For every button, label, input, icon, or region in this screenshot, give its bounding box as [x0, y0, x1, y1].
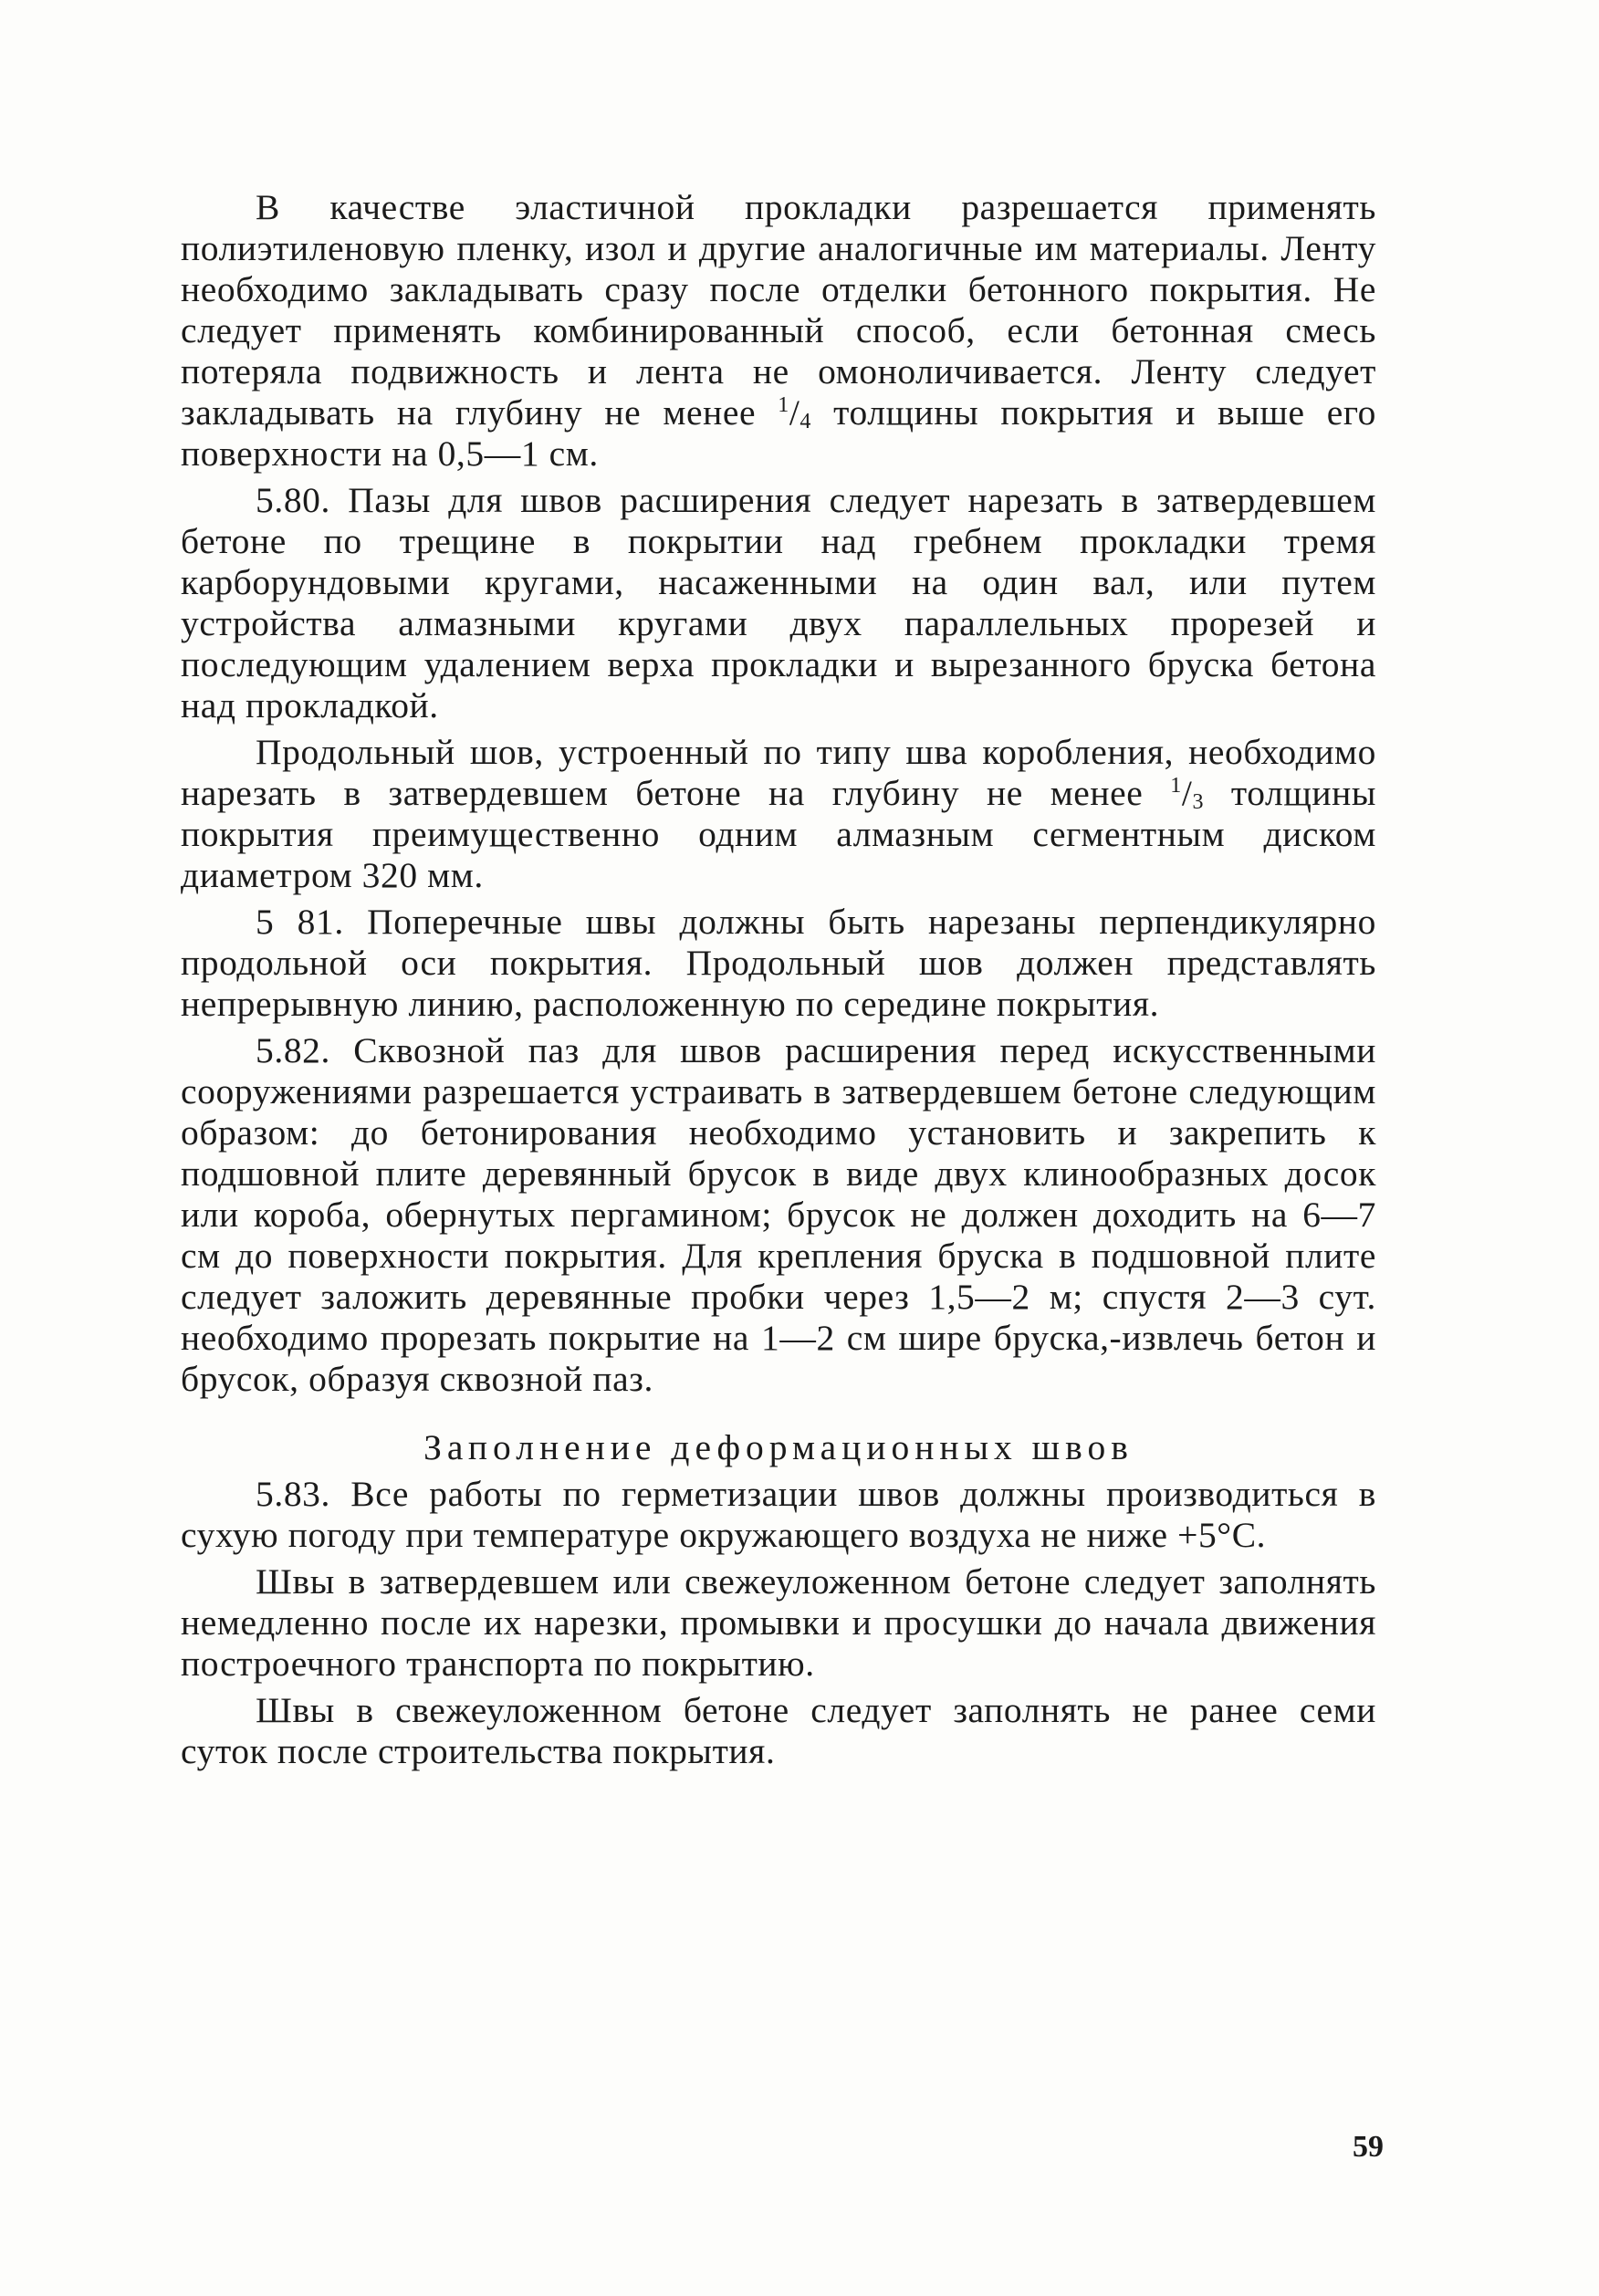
paragraph-5-80: 5.80. Пазы для швов расширения следует нарезать в затвердевшем бетоне по трещине в покрытии над гребнем прокладки тремя карборундовыми кругами, насаженными на один вал, или путем устройства алмазными кругами двух параллельных прорезей и последующим удалением верха прокладки и вырезанного бруска бетона над прокладкой. [181, 480, 1376, 725]
body-text [181, 187, 1376, 1772]
section-heading: Заполнение деформационных швов [423, 1427, 1134, 1467]
paragraph-text: толщины покрытия и выше его поверхности на 0,5—1 см. [181, 392, 1376, 474]
paragraph-5-82: 5.82. Сквозной паз для швов расширения перед искусственными сооружениями разрешается устраивать в затвердевшем бетоне следующим образом: до бетонирования необходимо установить и закрепить к подшовной плите деревянный брусок в виде двух клинообразных досок или короба, обернутых пергамином; брусок не должен доходить на 6—7 см до поверхности покрытия. Для крепления бруска в подшовной плите следует заложить деревянные пробки через 1,5—2 м; спустя 2—3 сут. необходимо прорезать покрытие на 1—2 см шире бруска,-извлечь бетон и брусок, образуя сквозной паз. [181, 1030, 1376, 1399]
fraction-numerator: 1 [778, 393, 789, 417]
paragraph-fill-seams: Швы в затвердевшем или свежеуложенном бетоне следует заполнять немедленно после их нарезки, промывки и просушки до начала движения построечного транспорта по покрытию. [181, 1561, 1376, 1684]
paragraph-fresh-concrete: Швы в свежеуложенном бетоне следует заполнять не ранее семи суток после строительства покрытия. [181, 1690, 1376, 1771]
paragraph-elastic-gasket: В качестве эластичной прокладки разрешается применять полиэтиленовую пленку, изол и другие аналогичные им материалы. Ленту необходимо закладывать сразу после отделки бетонного покрытия. Не следует применять комбинированный способ, если бетонная смесь потеряла подвижность и лента не омоноличивается. Ленту следует закладывать на глубину не менее $^1/_4$ толщины покрытия и выше его поверхности на 0,5—1 см. [181, 187, 1376, 474]
paragraph-text: В качестве эластичной прокладки разрешается применять полиэтиленовую пленку, изол и другие аналогичные им материалы. Ленту необходимо закладывать сразу после отделки бетонного покрытия. Не следует применять комбинированный способ, если бетонная смесь потеряла подвижность и лента не омоноличивается. Ленту следует закладывать на глубину не менее [181, 187, 1376, 433]
paragraph-5-83: 5.83. Все работы по герметизации швов должны производиться в сухую погоду при температуре окружающего воздуха не ниже +5°С. [181, 1474, 1376, 1555]
paragraph-longitudinal-seam: Продольный шов, устроенный по типу шва коробления, необходимо нарезать в затвердевшем бетоне на глубину не менее $^1/_3$ толщины покрытия преимущественно одним алмазным сегментным диском диаметром 320 мм. [181, 732, 1376, 895]
paragraph-5-81: 5 81. Поперечные швы должны быть нарезаны перпендикулярно продольной оси покрытия. Продольный шов должен представлять непрерывную линию, расположенную по середине покрытия. [181, 902, 1376, 1024]
paragraph-text: толщины покрытия преимущественно одним алмазным сегментным диском диаметром 320 мм. [181, 773, 1376, 895]
fraction-numerator: 1 [1170, 774, 1182, 798]
paragraph-text: Продольный шов, устроенный по типу шва коробления, необходимо нарезать в затвердевшем бетоне на глубину не менее [181, 732, 1376, 813]
fraction-denominator: 3 [1192, 790, 1205, 814]
page-number: 59 [1353, 2130, 1384, 2164]
fraction-denominator: 4 [800, 410, 812, 433]
